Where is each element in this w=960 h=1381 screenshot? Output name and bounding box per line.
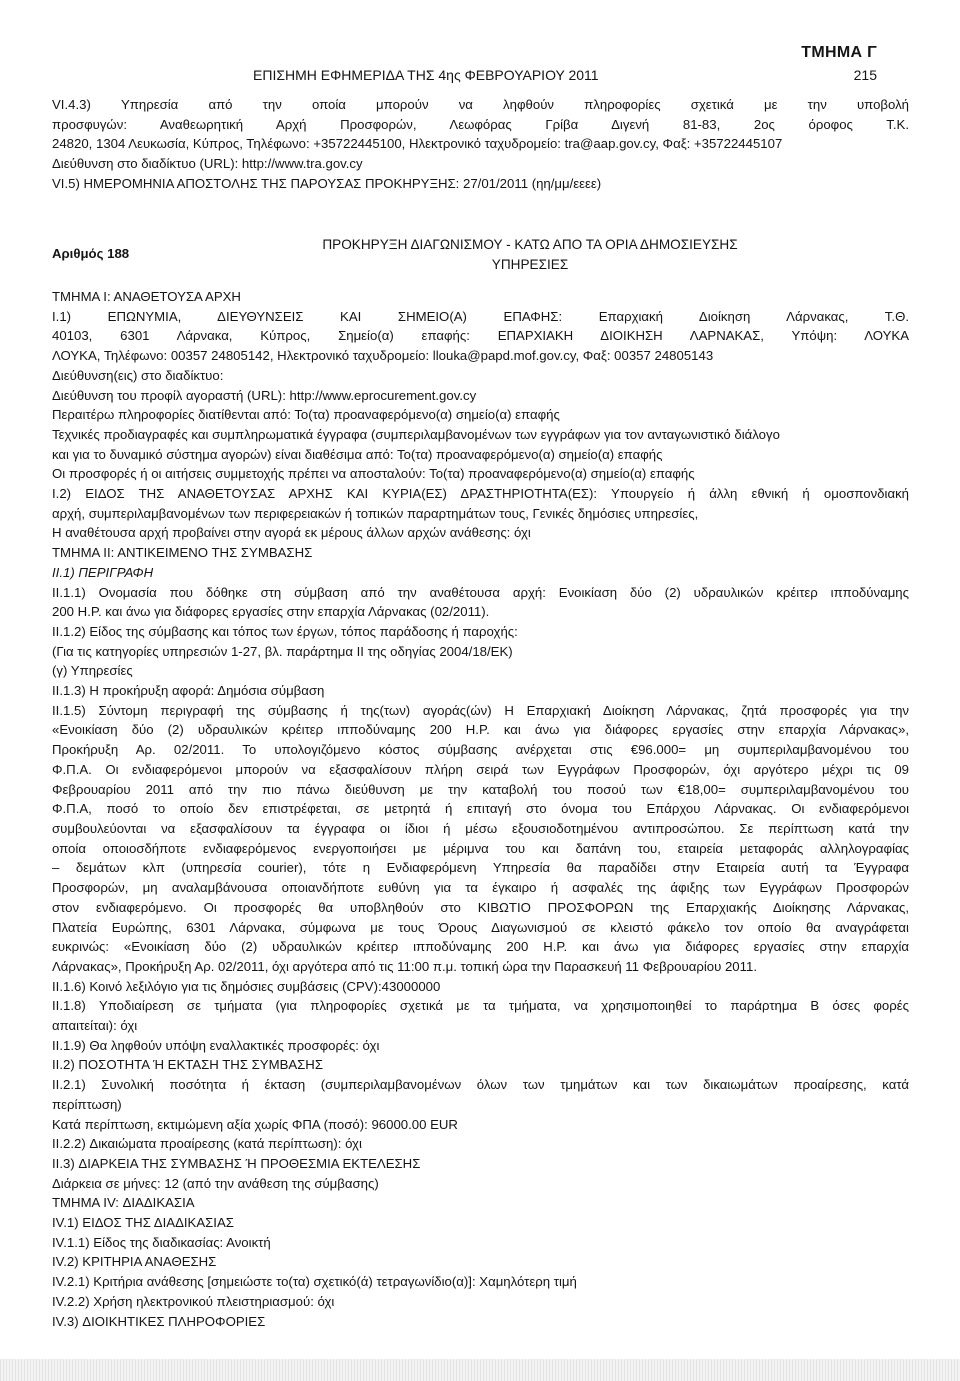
text-line: ευκρινώς: «Ενοικίαση δύο (2) υδραυλικών κρέιτερ ιπποδύναμης 200 Η.Ρ. και άνω για διάφορες εργασίες στην επαρχία (52, 939, 909, 955)
text-line: 40103, 6301 Λάρνακα, Κύπρος, Σημείο(α) επαφής: ΕΠΑΡΧΙΑΚΗ ΔΙΟΙΚΗΣΗ ΛΑΡΝΑΚΑΣ, Υπόψη: ΛΟΥΚΑ (52, 328, 909, 344)
subsection-heading: IV.3) ΔΙΟΙΚΗΤΙΚΕΣ ΠΛΗΡΟΦΟΡΙΕΣ (52, 1313, 266, 1329)
text-line: Διεύθυνση στο διαδίκτυο (URL): http://www.tra.gov.cy (52, 156, 363, 172)
subsection-heading: IV.1) ΕΙΔΟΣ ΤΗΣ ΔΙΑΔΙΚΑΣΙΑΣ (52, 1215, 234, 1231)
text-line: Τεχνικές προδιαγραφές και συμπληρωματικά έγγραφα (συμπεριλαμβανομένων των εγγράφων για τον ανταγωνιστικό διάλογο (52, 426, 780, 442)
text-line: Διεύθυνση(εις) στο διαδίκτυο: (52, 367, 224, 383)
section-label: ΤΜΗΜΑ Γ (801, 44, 877, 61)
text-line: IV.1.1) Είδος της διαδικασίας: Ανοικτή (52, 1234, 271, 1250)
text-line: (Για τις κατηγορίες υπηρεσιών 1-27, βλ. παράρτημα ΙΙ της οδηγίας 2004/18/ΕΚ) (52, 643, 513, 659)
text-line: II.1.5) Σύντομη περιγραφή της σύμβασης ή της(των) αγοράς(ών) Η Επαρχιακή Διοίκηση Λάρνακας, ζητά προσφορές για την (52, 702, 909, 718)
text-line: απαιτείται): όχι (52, 1018, 138, 1034)
text-line: οποία οποιοσδήποτε ενδιαφερόμενος ενεργοποιήσει με μέριμνα του και δαπάνη του, εταιρεία μεταφοράς αλληλογραφίας (52, 840, 909, 856)
text-line: Φ.Π.Α, ποσό το οποίο δεν επιστρέφεται, σε μετρητά ή επιταγή στο όνομα του Επάρχου Λάρνακας. Οι ενδιαφερόμενοι (52, 801, 909, 817)
text-line: Λάρνακας», Προκήρυξη Αρ. 02/2011, όχι αργότερα από τις 11:00 π.μ. τοπική ώρα την Παρασκευή 11 Φεβρουαρίου 2011. (52, 958, 757, 974)
text-line: αρχή, συμπεριλαμβανομένων των περιφερειακών ή τοπικών παραρτημάτων τους, Γενικές δημόσιες υπηρεσίες, (52, 505, 699, 521)
text-line: Προσφορών, μη αναλαμβάνουσα οποιανδήποτε ευθύνη για τα έγκαιρο ή ασφαλές της άφιξης των Εγγράφων Προσφορών (52, 880, 909, 896)
text-line: στον ενδιαφερόμενο. Οι προσφορές θα υποβληθούν στο ΚΙΒΩΤΙΟ ΠΡΟΣΦΟΡΩΝ της Επαρχιακής Διοίκησης Λάρνακας, (52, 899, 909, 915)
notice-number: Αριθμός 188 (52, 246, 130, 261)
page-number: 215 (853, 67, 877, 83)
text-line: προσφυγών: Αναθεωρητική Αρχή Προσφορών, Λεωφόρας Γρίβα Διγενή 81-83, 2ος όροφος Τ.Κ. (52, 116, 909, 132)
subsection-heading: IV.2) ΚΡΙΤΗΡΙΑ ΑΝΑΘΕΣΗΣ (52, 1254, 217, 1270)
intro-block (52, 95, 909, 194)
notice-body (52, 287, 909, 1331)
subsection-heading: II.2) ΠΟΣΟΤΗΤΑ Ή ΕΚΤΑΣΗ ΤΗΣ ΣΥΜΒΑΣΗΣ (52, 1057, 323, 1073)
text-line: 24820, 1304 Λευκωσία, Κύπρος, Τηλέφωνο: +35722445100, Ηλεκτρονικό ταχυδρομείο: tra@aap.gov.cy, Φαξ: +35722445107 (52, 136, 783, 152)
text-line: «Ενοικίαση δύο (2) υδραυλικών κρέιτερ ιπποδύναμης 200 Η.Ρ. και άνω για διάφορες εργασίες στην επαρχία Λάρνακας», (52, 722, 909, 738)
text-line: I.1) ΕΠΩΝΥΜΙΑ, ΔΙΕΥΘΥΝΣΕΙΣ ΚΑΙ ΣΗΜΕΙΟ(Α) ΕΠΑΦΗΣ: Επαρχιακή Διοίκηση Λάρνακας, Τ.Θ. (52, 308, 909, 324)
text-line: συμβουλεύονται να εξασφαλίσουν τα έγγραφα οι ίδιοι ή μέσω εξουσιοδοτημένου αντιπροσώπου. Σε περίπτωση κατά την (52, 820, 909, 836)
notice-title-line2: ΥΠΗΡΕΣΙΕΣ (491, 257, 569, 272)
text-line: Περαιτέρω πληροφορίες διατίθενται από: Το(τα) προαναφερόμενο(α) σημείο(α) επαφής (52, 407, 560, 423)
text-line: 200 Η.Ρ. και άνω για διάφορες εργασίες στην επαρχία Λάρνακας (02/2011). (52, 604, 490, 620)
text-line: II.1.9) Θα ληφθούν υπόψη εναλλακτικές προσφορές: όχι (52, 1037, 380, 1053)
text-line: VI.5) ΗΜΕΡΟΜΗΝΙΑ ΑΠΟΣΤΟΛΗΣ ΤΗΣ ΠΑΡΟΥΣΑΣ ΠΡΟΚΗΡΥΞΗΣ: 27/01/2011 (ηη/μμ/εεεε) (52, 175, 602, 191)
text-line: I.2) ΕΙΔΟΣ ΤΗΣ ΑΝΑΘΕΤΟΥΣΑΣ ΑΡΧΗΣ ΚΑΙ ΚΥΡΙΑ(ΕΣ) ΔΡΑΣΤΗΡΙΟΤΗΤΑ(ΕΣ): Υπουργείο ή άλλη εθνική ή ομοσπονδιακή (52, 486, 909, 502)
section-heading: ΤΜΗΜΑ ΙΙ: ΑΝΤΙΚΕΙΜΕΝΟ ΤΗΣ ΣΥΜΒΑΣΗΣ (52, 545, 313, 561)
text-line: Διάρκεια σε μήνες: 12 (από την ανάθεση της σύμβασης) (52, 1175, 379, 1191)
text-line: και για το δυναμικό σύστημα αγορών) είναι διαθέσιμα από: Το(τα) προαναφερόμενο(α) σημείο(α) επαφής (52, 446, 663, 462)
text-line: II.1.2) Είδος της σύμβασης και τόπος των έργων, τόπος παράδοσης ή παροχής: (52, 623, 518, 639)
text-line: περίπτωση) (52, 1096, 122, 1112)
text-line: IV.2.2) Χρήση ηλεκτρονικού πλειστηριασμού: όχι (52, 1293, 335, 1309)
text-line: Κατά περίπτωση, εκτιμώμενη αξία χωρίς ΦΠΑ (ποσό): 96000.00 EUR (52, 1116, 458, 1132)
text-line: Πλατεία Ευρώπης, 6301 Λάρνακα, σύμφωνα με τους Όρους Διαγωνισμού σε κλειστό φάκελο τον οποίο θα αναγράφεται (52, 919, 909, 935)
text-line: II.1.8) Υποδιαίρεση σε τμήματα (για πληροφορίες σχετικά με τα τμήματα, να χρησιμοποιηθεί το παράρτημα Β όσες φορές (52, 998, 909, 1014)
text-line: II.1.3) Η προκήρυξη αφορά: Δημόσια σύμβαση (52, 683, 325, 699)
subsection-heading: II.1) ΠΕΡΙΓΡΑΦΗ (52, 564, 154, 580)
text-line: Φεβρουαρίου 2011 από την πιο πάνω διεύθυνση με την καταβολή του ποσού των €18,00= συμπεριλαμβανομένου του (52, 781, 909, 797)
text-line: Προκήρυξη Αρ. 02/2011. Το υπολογιζόμενο κόστος σύμβασης ανέρχεται στις €96.000= μη συμπεριλαμβανομένου του (52, 742, 909, 758)
section-heading: ΤΜΗΜΑ Ι: ΑΝΑΘΕΤΟΥΣΑ ΑΡΧΗ (52, 289, 241, 304)
section-heading: ΤΜΗΜΑ IV: ΔΙΑΔΙΚΑΣΙΑ (52, 1195, 195, 1211)
text-line: Φ.Π.Α. Οι ενδιαφερόμενοι μπορούν να εξασφαλίσουν πλήρη σειρά των Εγγράφων Προσφορών, όχι αργότερο μέχρι τις 09 (52, 761, 909, 777)
text-line: II.1.6) Κοινό λεξιλόγιο για τις δημόσιες συμβάσεις (CPV):43000000 (52, 978, 441, 994)
subsection-heading: II.3) ΔΙΑΡΚΕΙΑ ΤΗΣ ΣΥΜΒΑΣΗΣ Ή ΠΡΟΘΕΣΜΙΑ ΕΚΤΕΛΕΣΗΣ (52, 1155, 421, 1171)
text-line: (γ) Υπηρεσίες (52, 663, 133, 679)
notice-title-line1: ΠΡΟΚΗΡΥΞΗ ΔΙΑΓΩΝΙΣΜΟΥ - ΚΑΤΩ ΑΠΟ ΤΑ ΟΡΙΑ ΔΗΜΟΣΙΕΥΣΗΣ (322, 237, 738, 252)
text-line: II.2.2) Δικαιώματα προαίρεσης (κατά περίπτωση): όχι (52, 1136, 362, 1152)
text-line: Διεύθυνση του προφίλ αγοραστή (URL): http://www.eprocurement.gov.cy (52, 387, 477, 403)
gazette-title: ΕΠΙΣΗΜΗ ΕΦΗΜΕΡΙΔΑ ΤΗΣ 4ης ΦΕΒΡΟΥΑΡΙΟΥ 2011 (253, 67, 599, 83)
text-line: Η αναθέτουσα αρχή προβαίνει στην αγορά εκ μέρους άλλων αρχών ανάθεσης: όχι (52, 525, 531, 541)
text-line: IV.2.1) Κριτήρια ανάθεσης [σημειώστε το(τα) σχετικό(ά) τετραγωνίδιο(α)]: Χαμηλότερη τιμή (52, 1274, 577, 1290)
text-line: – δεμάτων κλπ (υπηρεσία courier), τότε η Ενδιαφερόμενη Υπηρεσία θα παραδίδει στην Εταιρεία αυτή τα Έγγραφα (52, 860, 909, 876)
text-line: Οι προσφορές ή οι αιτήσεις συμμετοχής πρέπει να αποσταλούν: Το(τα) προαναφερόμενο(α) σημείο(α) επαφής (52, 466, 695, 482)
text-line: ΛΟΥΚΑ, Τηλέφωνο: 00357 24805142, Ηλεκτρονικό ταχυδρομείο: llouka@papd.mof.gov.cy, Φαξ: 00357 24805143 (52, 348, 714, 364)
text-line: II.1.1) Ονομασία που δόθηκε στη σύμβαση από την αναθέτουσα αρχή: Ενοικίαση δύο (2) υδραυλικών κρέιτερ ιπποδύναμης (52, 584, 909, 600)
scan-edge-texture (0, 1359, 960, 1381)
text-line: II.2.1) Συνολική ποσότητα ή έκταση (συμπεριλαμβανομένων όλων των τμημάτων και των δικαιωμάτων προαίρεσης, κατά (52, 1077, 909, 1093)
text-line: VI.4.3) Υπηρεσία από την οποία μπορούν να ληφθούν πληροφορίες σχετικά με την υποβολή (52, 97, 909, 112)
